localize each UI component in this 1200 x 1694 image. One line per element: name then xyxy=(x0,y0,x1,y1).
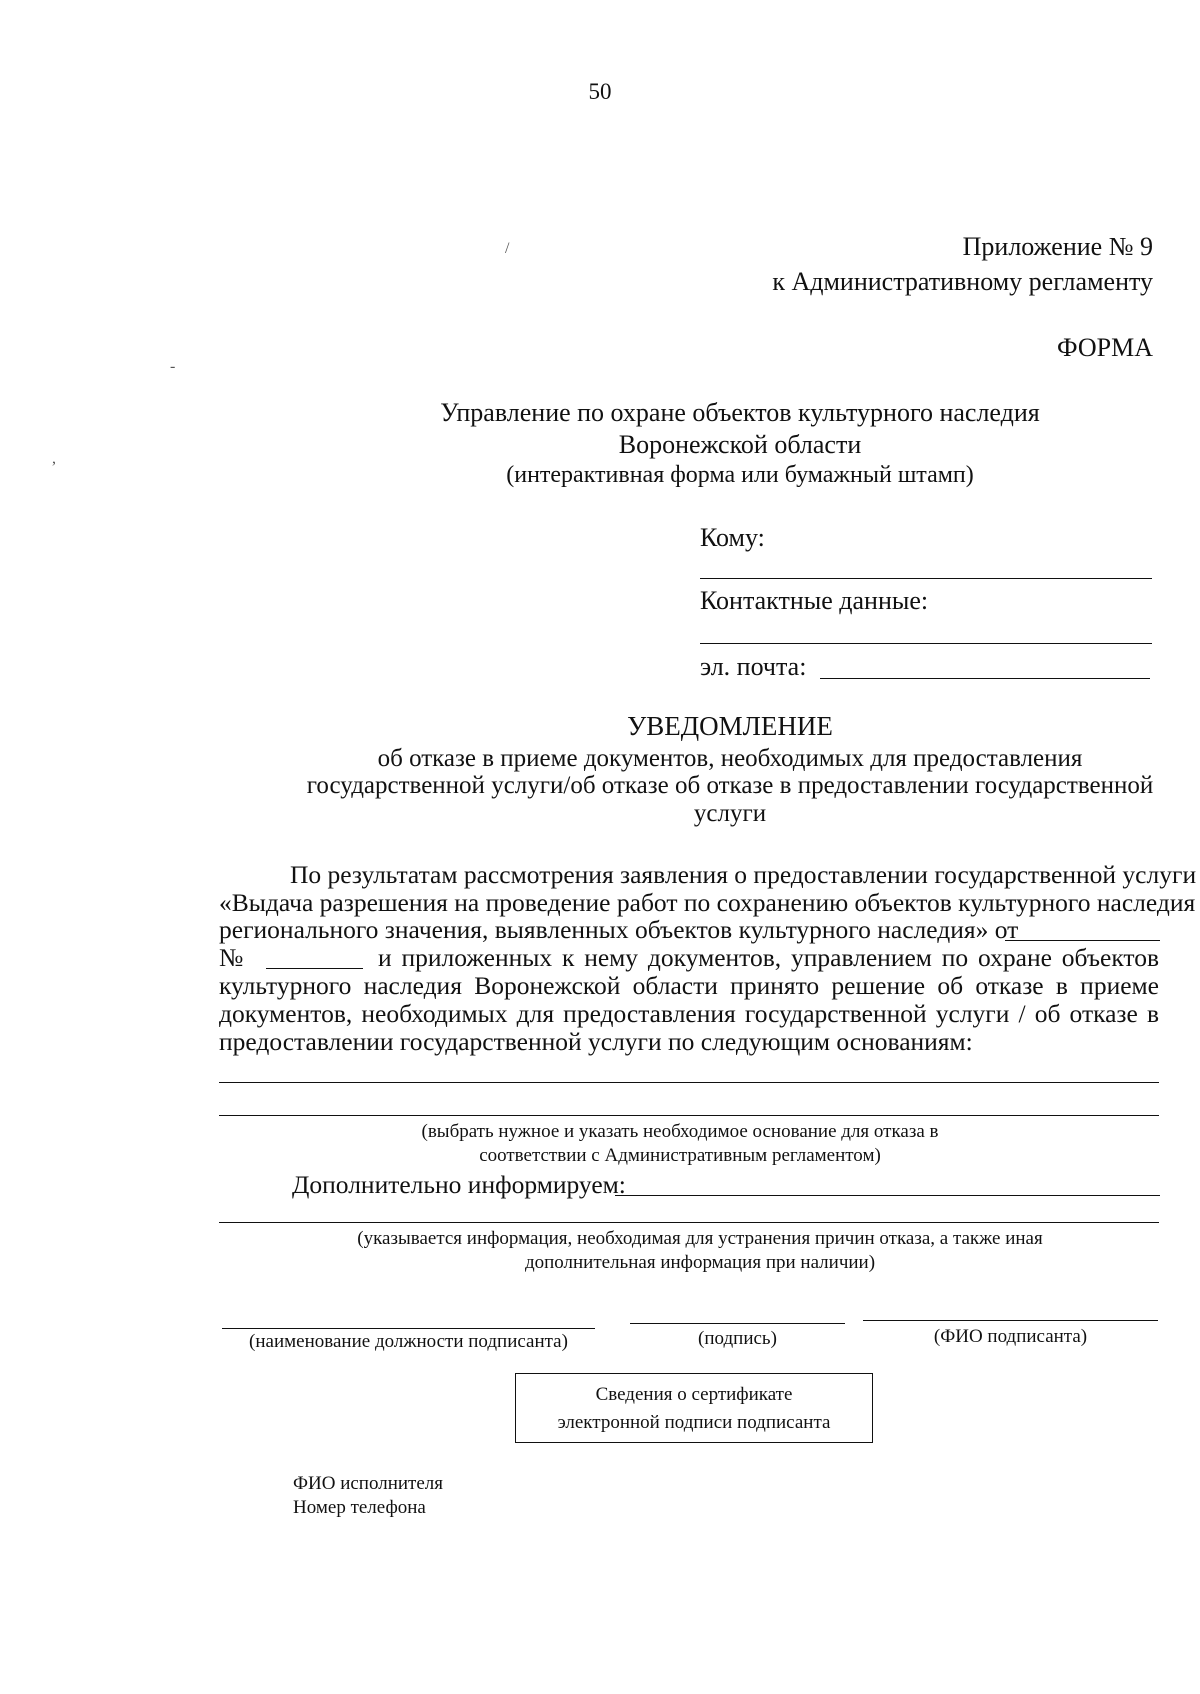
agency-name-line2: Воронежской области xyxy=(618,430,862,459)
regulation-reference: к Административному регламенту xyxy=(772,267,1153,296)
executor-name-label: ФИО исполнителя xyxy=(293,1473,443,1494)
application-number-field[interactable] xyxy=(266,968,363,969)
appendix-number: Приложение № 9 xyxy=(962,232,1153,261)
body-line-6: документов, необходимых для предоставления государственной услуги / об отказе в xyxy=(219,999,1159,1028)
document-subtitle-line3: услуги xyxy=(693,800,767,827)
email-field[interactable] xyxy=(820,678,1150,679)
reason-field-2[interactable] xyxy=(219,1115,1159,1116)
page-number: 50 xyxy=(588,79,612,104)
certificate-line2: электронной подписи подписанта xyxy=(557,1412,831,1433)
body-number-sign: № xyxy=(219,943,244,972)
signature-caption: (подпись) xyxy=(698,1328,777,1349)
additional-info-label: Дополнительно информируем: xyxy=(292,1170,626,1199)
body-line-7: предоставлении государственной услуги по следующим основаниям: xyxy=(219,1027,973,1056)
signature-field[interactable] xyxy=(630,1323,845,1324)
body-line-4: и приложенных к нему документов, управлением по охране объектов xyxy=(378,943,1159,972)
document-subtitle-line1: об отказе в приеме документов, необходимых для предоставления xyxy=(377,745,1083,772)
contacts-field[interactable] xyxy=(700,643,1152,644)
additional-info-field-2[interactable] xyxy=(219,1222,1159,1223)
reason-field-1[interactable] xyxy=(219,1082,1159,1083)
signer-position-caption: (наименование должности подписанта) xyxy=(249,1331,568,1352)
document-title: УВЕДОМЛЕНИЕ xyxy=(627,711,833,741)
phone-number-label: Номер телефона xyxy=(293,1497,426,1518)
body-line-3: регионального значения, выявленных объектов культурного наследия» от xyxy=(219,915,1019,944)
certificate-box xyxy=(515,1373,873,1443)
application-date-field[interactable] xyxy=(1005,940,1160,941)
additional-info-field-1[interactable] xyxy=(615,1195,1160,1196)
signer-name-field[interactable] xyxy=(863,1320,1158,1321)
contacts-label: Контактные данные: xyxy=(700,586,929,615)
scan-speck: , xyxy=(52,450,56,467)
body-line-2: «Выдача разрешения на проведение работ по сохранению объектов культурного наследия xyxy=(219,888,1196,917)
document-subtitle-line2: государственной услуги/об отказе об отказе в предоставлении государственной xyxy=(306,772,1154,799)
recipient-to-label: Кому: xyxy=(700,523,765,552)
agency-stamp-note: (интерактивная форма или бумажный штамп) xyxy=(506,462,974,488)
scan-speck: / xyxy=(505,240,510,257)
recipient-to-field[interactable] xyxy=(700,578,1152,579)
body-line-1: По результатам рассмотрения заявления о предоставлении государственной услуги xyxy=(290,860,1197,889)
form-label: ФОРМА xyxy=(1057,333,1153,362)
body-line-5: культурного наследия Воронежской области принято решение об отказе в приеме xyxy=(219,971,1159,1000)
additional-info-hint-line2: дополнительная информация при наличии) xyxy=(524,1252,876,1273)
signer-position-field[interactable] xyxy=(222,1328,595,1329)
reason-hint-line2: соответствии с Административным регламентом) xyxy=(479,1145,881,1166)
email-label: эл. почта: xyxy=(700,652,807,681)
scan-speck: - xyxy=(170,358,176,375)
certificate-line1: Сведения о сертификате xyxy=(595,1384,793,1405)
agency-name-line1: Управление по охране объектов культурного наследия xyxy=(440,398,1040,427)
signer-name-caption: (ФИО подписанта) xyxy=(933,1326,1088,1347)
reason-hint-line1: (выбрать нужное и указать необходимое основание для отказа в xyxy=(421,1121,939,1142)
additional-info-hint-line1: (указывается информация, необходимая для устранения причин отказа, а также иная xyxy=(357,1228,1043,1249)
